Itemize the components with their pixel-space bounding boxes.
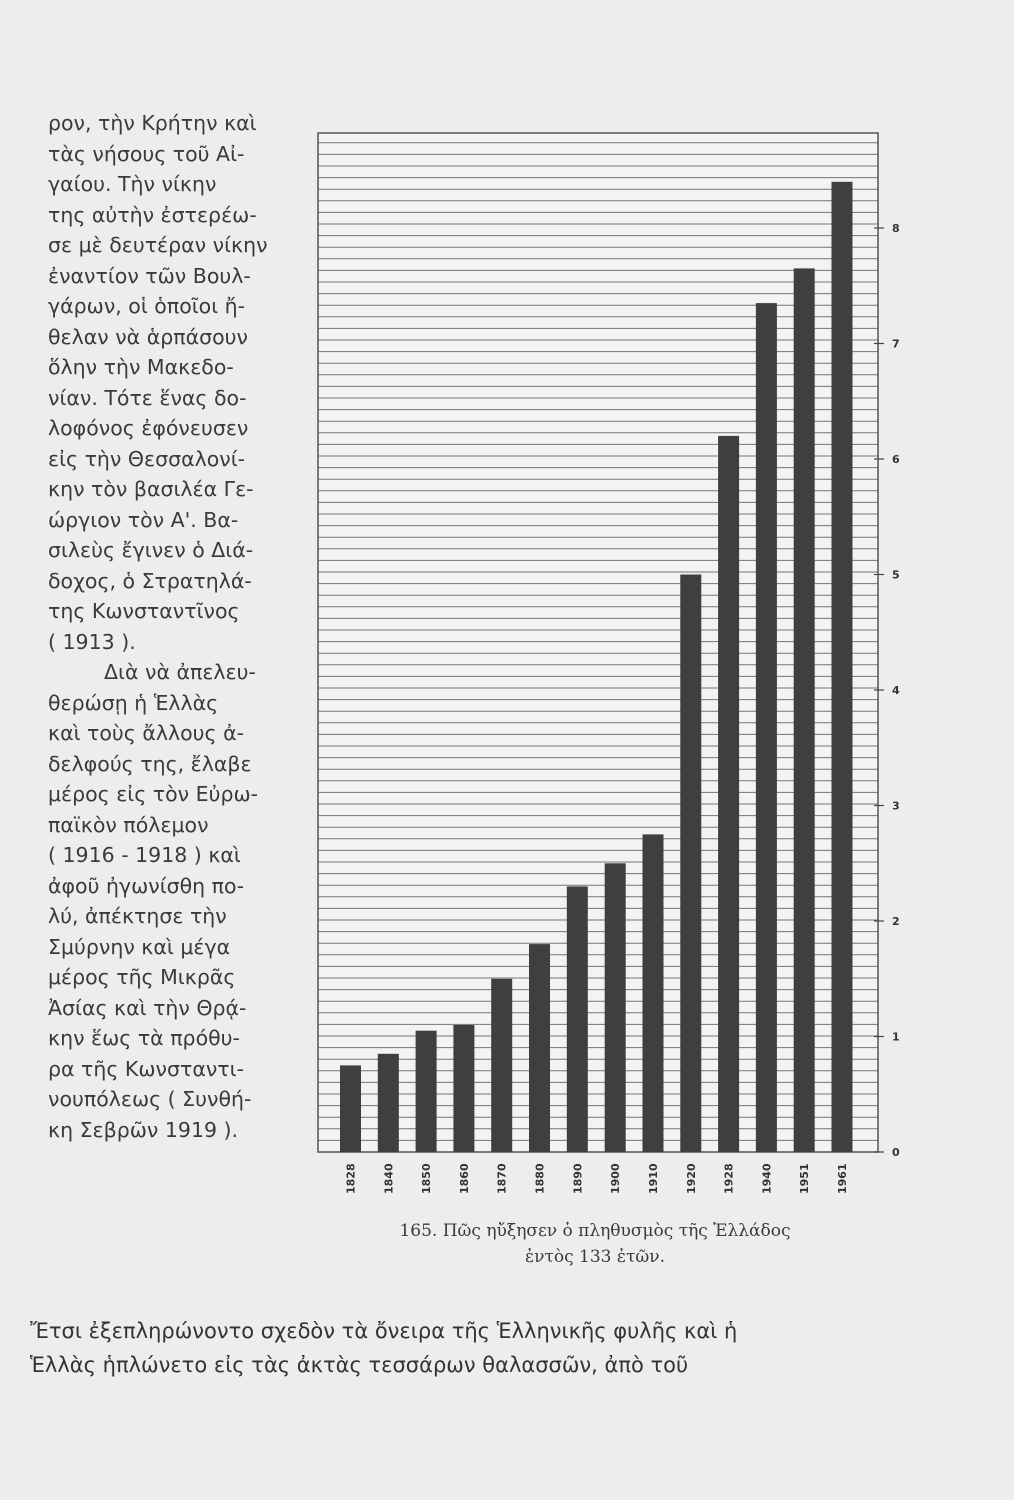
- text-line: λοφόνος ἐφόνευσεν: [48, 416, 249, 440]
- text-line: εἰς τὴν Θεσσαλονί-: [48, 446, 246, 471]
- bar-1940: [756, 303, 777, 1152]
- text-line: καὶ τοὺς ἄλλους ἀ-: [48, 721, 244, 745]
- caption-line-2: ἐντὸς 133 ἐτῶν.: [524, 1247, 665, 1267]
- text-line: Ἑλλὰς ἡπλώνετο εἰς τὰς ἀκτὰς τεσσάρων θαλασσῶν, ἀπὸ τοῦ: [30, 1353, 689, 1377]
- text-line: Διὰ νὰ ἀπελευ-: [104, 660, 256, 684]
- x-tick-label: 1920: [684, 1163, 698, 1194]
- text-line: ώργιον τὸν Α'. Βα-: [48, 507, 239, 532]
- text-line: ἀφοῦ ἠγωνίσθη πο-: [48, 873, 244, 898]
- text-line: γάρων, οἱ ὁποῖοι ἤ-: [48, 294, 246, 318]
- text-line: σε μὲ δευτέραν νίκην: [48, 233, 268, 257]
- text-line: Ἀσίας καὶ τὴν Θρᾴ-: [48, 995, 247, 1020]
- bar-1870: [491, 979, 512, 1152]
- x-tick-label: 1828: [344, 1163, 358, 1194]
- text-line: μέρος τῆς Μικρᾶς: [48, 965, 236, 989]
- bar-1860: [453, 1025, 474, 1152]
- y-tick-label: 7: [892, 337, 900, 351]
- text-line: μέρος εἰς τὸν Εὐρω-: [48, 782, 259, 806]
- x-tick-label: 1910: [647, 1163, 660, 1194]
- bar-1900: [605, 863, 626, 1152]
- x-tick-label: 1860: [457, 1163, 471, 1194]
- text-line: τὰς νήσους τοῦ Αἰ-: [48, 141, 245, 166]
- bar-1910: [643, 834, 664, 1152]
- y-tick-label: 5: [892, 568, 900, 582]
- x-tick-label: 1870: [495, 1163, 509, 1194]
- bottom-text-paragraph: [30, 1314, 860, 1382]
- bar-1920: [680, 575, 701, 1153]
- caption-line-1: 165. Πῶς ηὔξησεν ὁ πληθυσμὸς τῆς Ἑλλάδος: [399, 1221, 791, 1241]
- text-line: ἐναντίον τῶν Βουλ-: [48, 263, 251, 288]
- bar-1840: [378, 1054, 399, 1152]
- text-line: θελαν νὰ ἁρπάσουν: [48, 324, 248, 349]
- y-tick-label: 8: [892, 222, 900, 235]
- bar-1890: [567, 886, 588, 1152]
- bar-1880: [529, 944, 550, 1152]
- bar-1928: [718, 436, 739, 1152]
- x-tick-label: 1961: [836, 1163, 849, 1194]
- text-line: της αὐτὴν ἐστερέω-: [48, 202, 257, 227]
- x-tick-label: 1900: [609, 1163, 623, 1194]
- text-line: Ἔτσι ἐξεπληρώνοντο σχεδὸν τὰ ὄνειρα τῆς Ἑλληνικῆς φυλῆς καὶ ἡ: [30, 1319, 738, 1343]
- text-line: κην ἕως τὰ πρόθυ-: [48, 1026, 240, 1050]
- y-tick-label: 1: [892, 1030, 900, 1044]
- x-tick-label: 1940: [760, 1163, 774, 1194]
- text-line: νίαν. Τότε ἕνας δο-: [48, 385, 247, 410]
- figure-caption: [330, 1218, 860, 1270]
- x-tick-label: 1890: [571, 1163, 585, 1194]
- x-tick-label: 1951: [798, 1163, 812, 1194]
- text-line: νουπόλεως ( Συνθή-: [48, 1087, 252, 1111]
- x-tick-label: 1880: [533, 1163, 547, 1194]
- y-tick-label: 3: [892, 799, 900, 813]
- text-line: δελφούς της, ἔλαβε: [48, 751, 252, 776]
- bar-1961: [832, 182, 853, 1152]
- text-line: Σμύρνην καὶ μέγα: [48, 934, 231, 959]
- x-tick-label: 1928: [722, 1163, 736, 1194]
- text-line: λύ, ἀπέκτησε τὴν: [48, 904, 227, 928]
- y-tick-label: 0: [892, 1146, 900, 1159]
- text-line: της Κωνσταντῖνος: [48, 599, 240, 623]
- bar-1828: [340, 1065, 361, 1152]
- text-line: ρα τῆς Κωνσταντι-: [48, 1056, 244, 1081]
- text-line: κην τὸν βασιλέα Γε-: [48, 477, 254, 501]
- x-tick-label: 1840: [382, 1163, 396, 1194]
- text-line: ( 1916 - 1918 ) καὶ: [48, 843, 241, 867]
- text-line: κη Σεβρῶν 1919 ).: [48, 1117, 239, 1142]
- text-line: ( 1913 ).: [48, 629, 136, 654]
- text-line: ρον, τὴν Κρήτην καὶ: [48, 111, 257, 135]
- text-line: παϊκὸν πόλεμον: [48, 812, 209, 837]
- bar-1850: [416, 1031, 437, 1152]
- text-line: σιλεὺς ἔγινεν ὁ Διά-: [48, 538, 254, 562]
- text-line: ὅλην τὴν Μακεδο-: [48, 355, 234, 379]
- y-tick-label: 4: [892, 684, 900, 697]
- y-tick-label: 6: [892, 453, 900, 466]
- bar-1951: [794, 268, 815, 1152]
- text-line: θερώσῃ ἡ Ἑλλὰς: [48, 690, 219, 715]
- text-line: γαίου. Τὴν νίκην: [48, 172, 217, 196]
- text-line: δοχος, ὁ Στρατηλά-: [48, 568, 252, 593]
- x-tick-label: 1850: [420, 1163, 434, 1194]
- y-tick-label: 2: [892, 915, 900, 928]
